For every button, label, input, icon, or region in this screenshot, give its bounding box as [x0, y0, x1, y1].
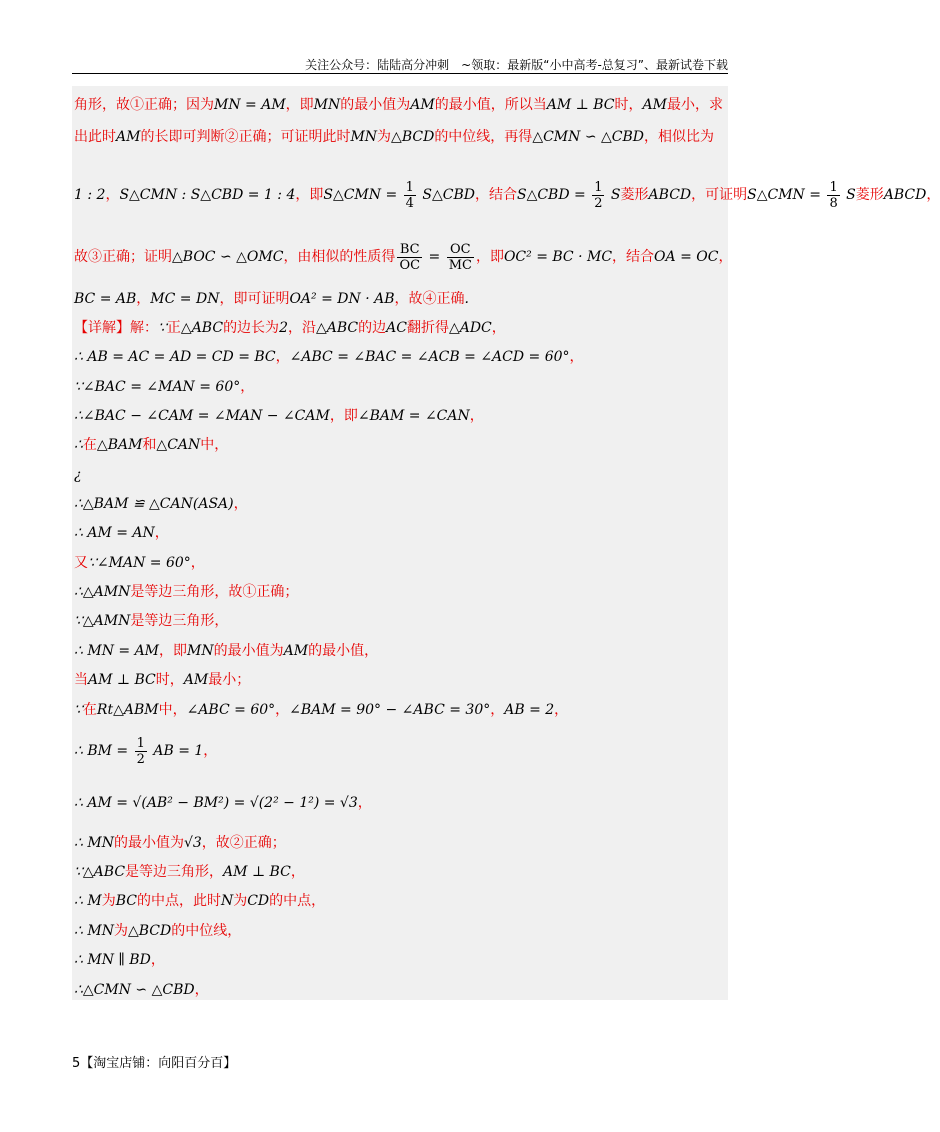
text-line: ∴ MN为△BCD的中位线，	[74, 923, 242, 939]
text-line: 当AM ⊥ BC时，AM最小；	[74, 672, 251, 688]
page-footer: 5【淘宝店铺：向阳百分百】	[72, 1056, 237, 1071]
text-line: ∴△BAM ≌ △CAN(ASA)，	[74, 496, 248, 512]
text-line: ∴△AMN是等边三角形，故①正确；	[74, 584, 299, 600]
text-line: ∴ AB = AC = AD = CD = BC，∠ABC = ∠BAC = ∠ACB = ∠ACD = 60°，	[74, 349, 584, 365]
text-line: ∴∠BAC − ∠CAM = ∠MAN − ∠CAM，即∠BAM = ∠CAN，	[74, 408, 484, 424]
text-line: ∴ AM = AN，	[74, 525, 169, 541]
text-line: ∴ MN = AM，即MN的最小值为AM的最小值，	[74, 643, 379, 659]
text-line: ∴ M为BC的中点，此时N为CD的中点，	[74, 893, 326, 909]
text-line: 【详解】解：∵正△ABC的边长为2，沿△ABC的边AC翻折得△ADC，	[74, 320, 506, 336]
text-line: ∵△ABC是等边三角形，AM ⊥ BC，	[74, 864, 305, 880]
text-line: ∴ AM = √(AB² − BM²) = √(2² − 1²) = √3，	[74, 795, 372, 811]
text-line: ∵在Rt△ABM中，∠ABC = 60°，∠BAM = 90° − ∠ABC = 30°，AB = 2，	[74, 702, 569, 718]
page-header	[72, 0, 728, 74]
text-line: 又∵∠MAN = 60°，	[74, 555, 205, 571]
text-line: 1 : 2，S△CMN : S△CBD = 1 : 4，即S△CMN = $\frac{1}{4}$ S△CBD，结合S△CBD = $\frac{1}{2}$ S菱形ABCD，可证明S△CMN = $\frac{1}{8}$ S菱形ABCD，	[74, 179, 940, 211]
text-line: ∴ BM = $\frac{1}{2}$ AB = 1，	[74, 735, 218, 767]
text-line: 出此时AM的长即可判断②正确；可证明此时MN为△BCD的中位线，再得△CMN ∽ △CBD，相似比为	[74, 129, 714, 145]
text-line: BC = AB，MC = DN，即可证明OA² = DN · AB，故④正确.	[74, 291, 469, 307]
text-line: ∴ MN ∥ BD，	[74, 952, 165, 968]
text-line: 角形，故①正确；因为MN = AM，即MN的最小值为AM的最小值，所以当AM ⊥ BC时，AM最小，求	[74, 97, 723, 113]
text-line: ∵∠BAC = ∠MAN = 60°，	[74, 379, 255, 395]
text-line: ∴△CMN ∽ △CBD，	[74, 982, 209, 998]
text-line: ∵△AMN是等边三角形，	[74, 613, 229, 629]
text-line: ∴在△BAM和△CAN中，	[74, 437, 229, 453]
header-text: 关注公众号：陆陆高分冲刺 ~领取：最新版“小中高考-总复习”、最新试卷下载	[305, 58, 728, 72]
content-block	[72, 86, 940, 1000]
text-line: ¿	[74, 467, 82, 483]
text-line: 故③正确；证明△BOC ∽ △OMC，由相似的性质得 $\frac{BC}{OC}$ = $\frac{OC}{MC}$ ，即OC² = BC · MC，结合OA = OC，	[74, 241, 733, 273]
text-line: ∴ MN的最小值为√3，故②正确；	[74, 835, 286, 851]
